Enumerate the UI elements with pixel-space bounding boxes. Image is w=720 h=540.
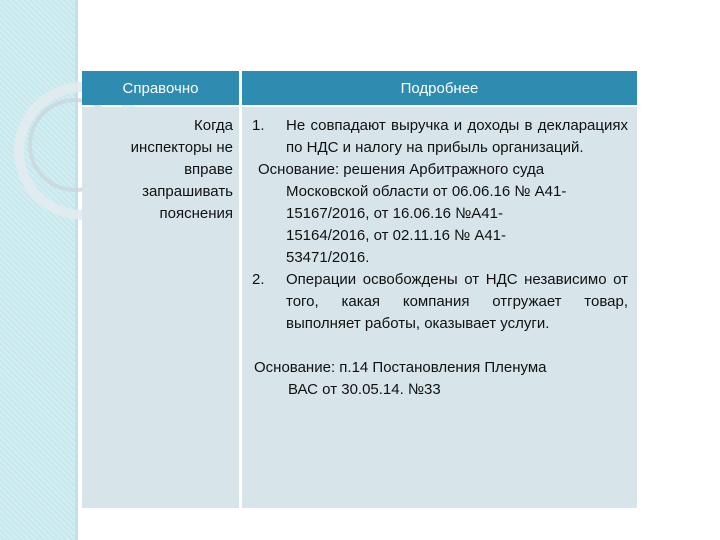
item-number: 2. [252, 271, 265, 288]
list-item-2 [248, 269, 628, 335]
reference-line: пояснения [159, 205, 233, 222]
info-table [82, 71, 637, 508]
reference-line: инспекторы не [130, 139, 233, 156]
basis-2-first: Основание: п.14 Постановления Пленума [254, 359, 547, 376]
item-text: Операции освобождены от НДС независимо от того, какая компания отгружает товар, выполняет работы, оказывает услуги. [286, 271, 628, 332]
basis-line: 15167/2016, от 16.06.16 №А41- [286, 205, 503, 222]
band-edge [75, 0, 78, 540]
basis-line: Московской области от 06.06.16 № А41- [286, 183, 567, 200]
details-cell [242, 107, 637, 508]
header-details: Подробнее [242, 71, 637, 105]
item-text: Не совпадают выручка и доходы в декларациях по НДС и налогу на прибыль организаций. [286, 117, 628, 156]
reference-text [83, 115, 233, 225]
reference-line: вправе [184, 161, 233, 178]
spacer [248, 335, 628, 357]
basis-2-rest: ВАС от 30.05.14. №33 [288, 381, 441, 398]
details-text [248, 115, 628, 401]
basis-2 [248, 357, 628, 401]
left-decorative-band [0, 0, 78, 540]
basis-line: 53471/2016. [286, 249, 370, 266]
reference-line: запрашивать [142, 183, 233, 200]
header-reference: Справочно [82, 71, 239, 105]
basis-line: Основание: решения Арбитражного суда [258, 161, 545, 178]
reference-cell [82, 107, 239, 508]
basis-line: 15164/2016, от 02.11.16 № А41- [286, 227, 507, 244]
reference-line: Когда [194, 117, 233, 134]
item-number: 1. [252, 117, 265, 134]
list-item-1 [248, 115, 628, 159]
